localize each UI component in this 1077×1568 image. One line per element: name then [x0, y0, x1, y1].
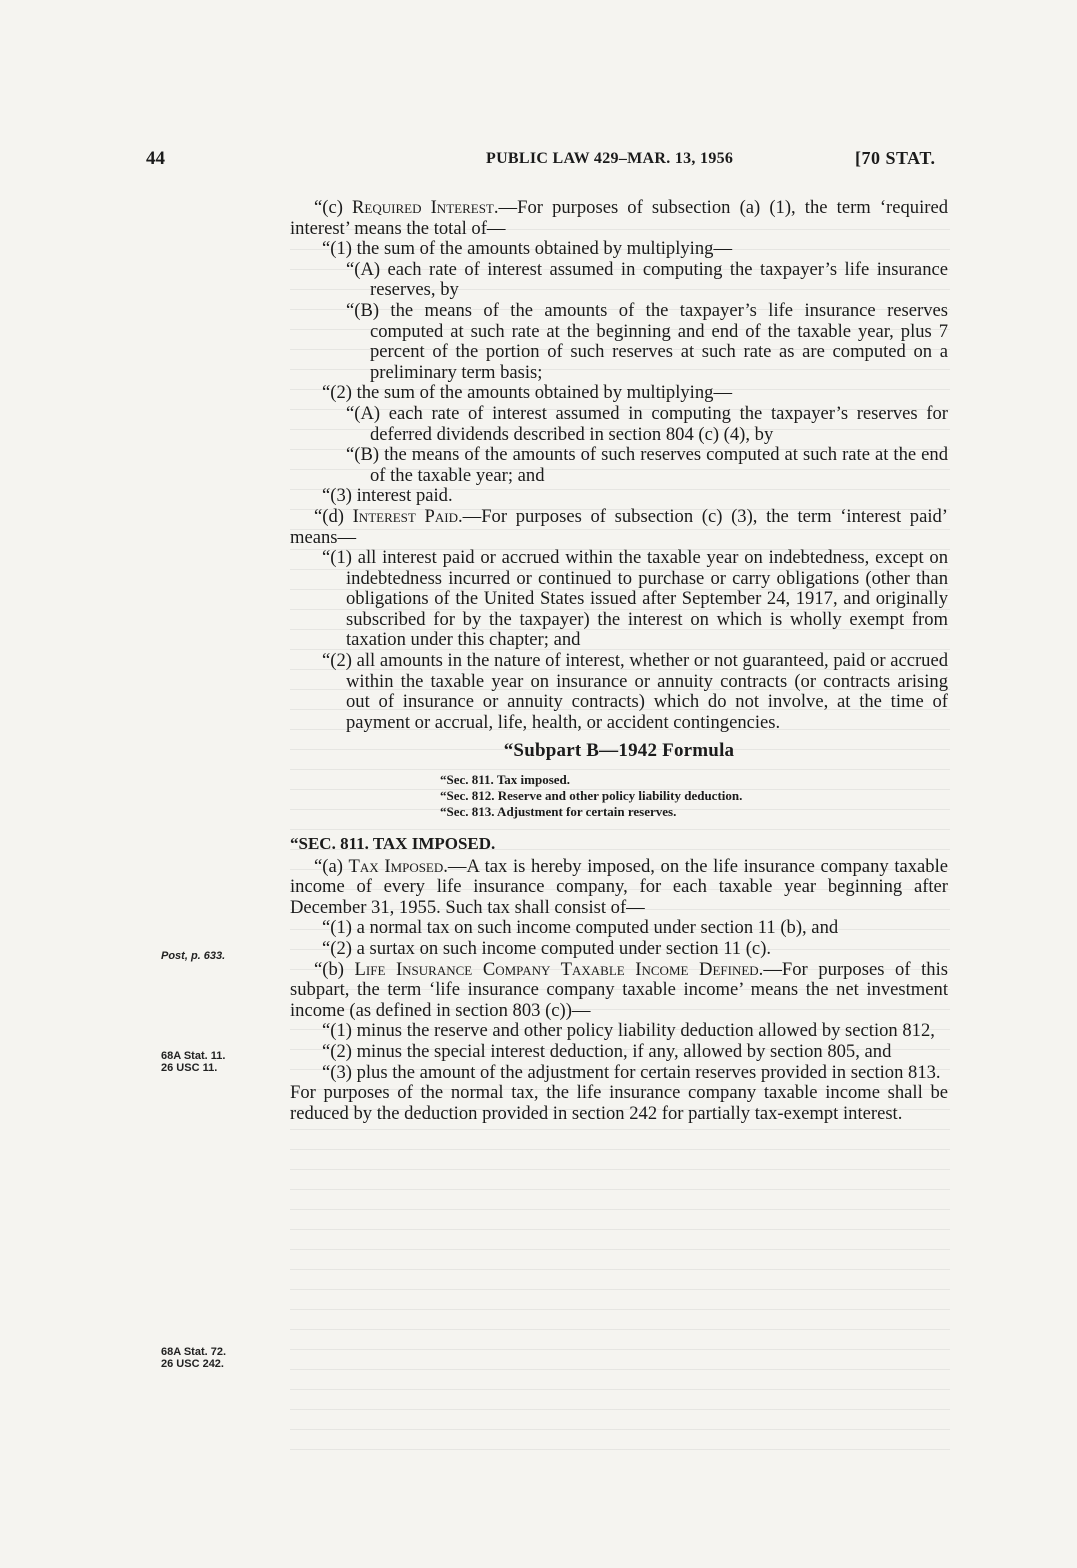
paragraph-a2: “(2) a surtax on such income computed under section 11 (c).: [322, 938, 772, 959]
subpart-title: “Subpart B—1942 Formula: [503, 740, 735, 762]
paragraph-c2: “(2) the sum of the amounts obtained by multiplying—: [322, 382, 733, 404]
section-heading-811: “SEC. 811. TAX IMPOSED.: [290, 834, 496, 854]
paragraph-b1: “(1) minus the reserve and other policy liability deduction allowed by section 812,: [322, 1020, 935, 1042]
volume-reference: [70 STAT.: [855, 148, 936, 168]
paragraph-b3: “(3) plus the amount of the adjustment for certain reserves provided in section 813.: [322, 1061, 941, 1083]
margin-note-post-reference: Post, p. 633.: [161, 950, 226, 962]
paragraph-c1A: “(A) each rate of interest assumed in computing the taxpayer’s life insurance reserves, by: [346, 258, 948, 301]
page-number: 44: [146, 148, 165, 169]
toc-entry: “Sec. 812. Reserve and other policy liability deduction.: [440, 788, 743, 804]
margin-note-statute-242: 68A Stat. 72. 26 USC 242.: [161, 1346, 227, 1370]
paragraph-c1: “(1) the sum of the amounts obtained by multiplying—: [322, 238, 733, 260]
paragraph-c-required-interest: “(c) Required Interest.—For purposes of subsection (a) (1), the term ‘required interest’ means the total of—: [290, 197, 948, 239]
section-table-of-contents: [440, 772, 948, 820]
paragraph-b2: “(2) minus the special interest deduction, if any, allowed by section 805, and: [322, 1040, 892, 1062]
toc-entry: “Sec. 811. Tax imposed.: [440, 772, 571, 788]
paragraph-b-taxable-income-defined: “(b) Life Insurance Company Taxable Income Defined.—For purposes of this subpart, the term ‘life insurance company taxable income’ means the net investment income (as defined in section 803 (c))—: [290, 958, 948, 1021]
margin-note-statute-11: 68A Stat. 11. 26 USC 11.: [161, 1050, 226, 1074]
paragraph-d-interest-paid: “(d) Interest Paid.—For purposes of subsection (c) (3), the term ‘interest paid’ means—: [290, 505, 948, 548]
toc-entry: “Sec. 813. Adjustment for certain reserves.: [440, 804, 677, 820]
paragraph-d1: “(1) all interest paid or accrued within the taxable year on indebtedness, except on indebtedness incurred or continued to purchase or carry obligations (other than obligations of the United States issued after September 24, 1917, and originally subscribed for by the taxpayer) the interest on which is wholly exempt from taxation under this chapter; and: [322, 547, 948, 651]
paragraph-c3: “(3) interest paid.: [322, 485, 453, 507]
paragraph-c2B: “(B) the means of the amounts of such reserves computed at such rate at the end of the taxable year; and: [346, 444, 948, 486]
paragraph-c1B: “(B) the means of the amounts of the taxpayer’s life insurance reserves computed at such rate at the beginning and end of the taxable year, plus 7 percent of the portion of such reserves at such rate as are computed on a preliminary term basis;: [346, 299, 948, 383]
paragraph-d2: “(2) all amounts in the nature of interest, whether or not guaranteed, paid or accrued within the taxable year on insurance or annuity contracts (or contracts arising out of insurance or annuity contracts) which do not involve, at the time of payment or accrual, life, health, or accident contingencies.: [322, 650, 948, 733]
paragraph-a-tax-imposed: “(a) Tax Imposed.—A tax is hereby imposed, on the life insurance company taxable income of every life insurance company, for each taxable year beginning after December 31, 1955. Such tax shall consist of—: [290, 855, 948, 918]
page-header: [0, 148, 1077, 172]
paragraph-a1: “(1) a normal tax on such income computed under section 11 (b), and: [322, 917, 839, 939]
body-text: [290, 198, 948, 1124]
paragraph-closing: For purposes of the normal tax, the life insurance company taxable income shall be reduced by the deduction provided in section 242 for partially tax-exempt interest.: [290, 1082, 948, 1124]
paragraph-c2A: “(A) each rate of interest assumed in computing the taxpayer’s reserves for deferred dividends described in section 804 (c) (4), by: [346, 402, 948, 445]
running-head: PUBLIC LAW 429–MAR. 13, 1956: [486, 150, 734, 167]
